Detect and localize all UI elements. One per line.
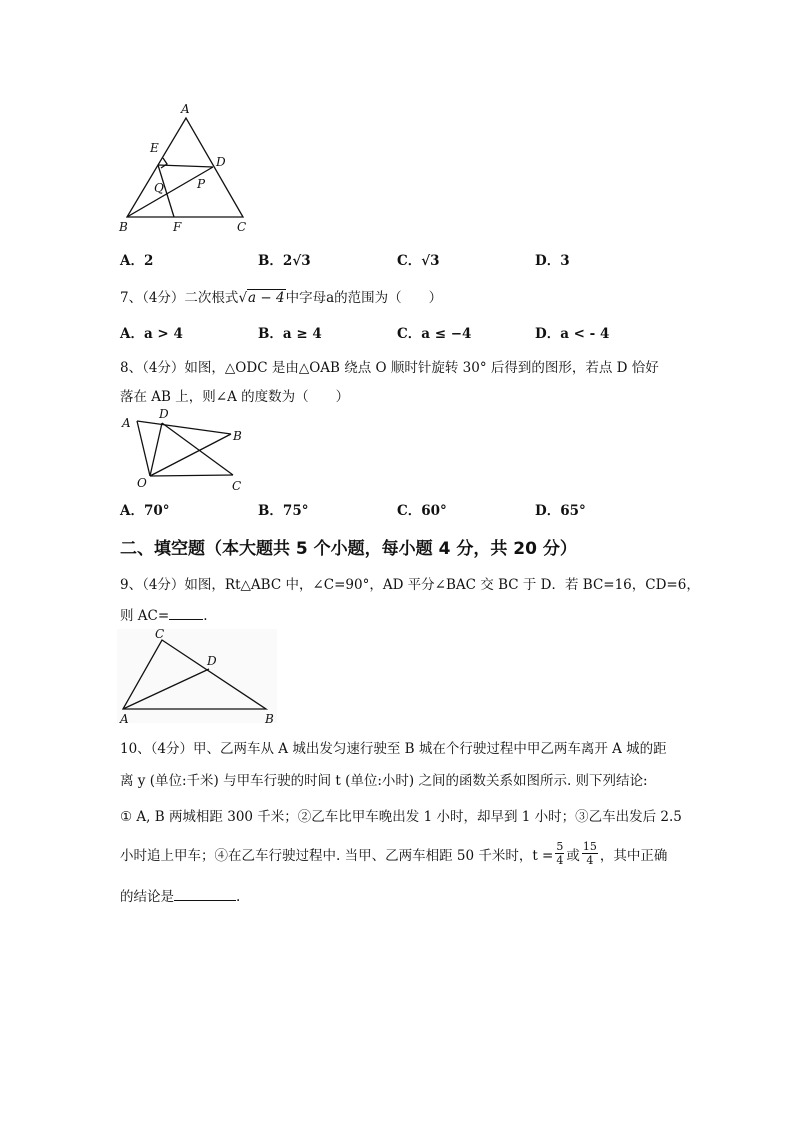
segment-oc xyxy=(150,475,233,476)
q10-stem-line3: ① A, B 两城相距 300 千米；②乙车比甲车晚出发 1 小时，却早到 1 小时；③乙车出发后 2.5 xyxy=(120,809,682,825)
segment-dc xyxy=(162,423,233,475)
q7-option-a: A．a > 4 xyxy=(120,326,183,342)
fraction-5-4: $\frac{5}{4}$ xyxy=(556,840,564,867)
section-2-title: 二、填空题（本大题共 5 个小题，每小题 4 分，共 20 分） xyxy=(120,539,577,559)
q8-stem-line2: 落在 AB 上，则∠A 的度数为（ ） xyxy=(120,389,350,405)
q7-radicand: a − 4 xyxy=(248,290,285,306)
q7-stem: 7、（4分）二次根式√a − 4中字母a的范围为（ ） xyxy=(120,290,443,306)
q8-option-d: D．65° xyxy=(535,503,586,519)
label-b: B xyxy=(265,712,274,726)
q6-option-d: D．3 xyxy=(535,253,570,269)
segment-ab xyxy=(137,421,231,434)
label-a: A xyxy=(181,102,190,116)
label-a: A xyxy=(120,712,129,726)
q7-option-c: C．a ≤ −4 xyxy=(397,326,472,342)
segment-ed xyxy=(158,165,213,167)
label-d: D xyxy=(216,155,226,169)
fraction-15-4: $\frac{15}{4}$ xyxy=(582,840,597,867)
q8-option-b: B．75° xyxy=(258,503,309,519)
label-e: E xyxy=(150,141,159,155)
q6-option-c: C．√3 xyxy=(397,253,440,269)
q8-stem-line1: 8、（4分）如图，△ODC 是由△OAB 绕点 O 顺时针旋转 30° 后得到的图形，若点 D 恰好 xyxy=(120,360,659,376)
q10-stem-line1: 10、（4分）甲、乙两车从 A 城出发匀速行驶至 B 城在个行驶过程中甲乙两车离开 A 城的距 xyxy=(120,741,667,757)
label-c: C xyxy=(232,479,242,493)
q9-stem-line1: 9、（4分）如图，Rt△ABC 中，∠C=90°，AD 平分∠BAC 交 BC 于 D．若 BC=16，CD=6， xyxy=(120,577,700,593)
segment-ob xyxy=(150,434,231,476)
q10-stem-line4: 小时追上甲车；④在乙车行驶过程中. 当甲、乙两车相距 50 千米时，t = $\frac{5}{4}$ 或 $\frac{15}{4}$ ，其中正确 xyxy=(120,840,668,867)
segment-bd xyxy=(127,167,213,217)
label-q: Q xyxy=(154,181,164,195)
q7-option-d: D．a < - 4 xyxy=(535,326,610,342)
q6-triangle-figure xyxy=(110,100,260,235)
q6-option-a: A．2 xyxy=(120,253,154,269)
segment-od xyxy=(150,423,162,476)
label-b: B xyxy=(233,429,242,443)
q8-option-a: A．70° xyxy=(120,503,170,519)
q8-rotation-figure xyxy=(115,405,250,495)
label-c: C xyxy=(237,220,247,234)
q10-answer-blank[interactable] xyxy=(174,899,236,901)
label-b: B xyxy=(119,220,128,234)
q9-right-triangle-figure xyxy=(115,627,280,727)
q9-answer-blank[interactable] xyxy=(169,618,203,620)
q10-stem-line2: 离 y (单位:千米) 与甲车行驶的时间 t (单位:小时) 之间的函数关系如图所示. 则下列结论: xyxy=(120,773,648,789)
q8-option-c: C．60° xyxy=(397,503,447,519)
q9-stem-line2: 则 AC= . xyxy=(120,608,208,624)
q6-option-b: B．2√3 xyxy=(258,253,311,269)
label-c: C xyxy=(155,627,165,641)
label-o: O xyxy=(137,476,147,490)
label-d: D xyxy=(159,407,169,421)
segment-oa xyxy=(137,421,150,476)
label-f: F xyxy=(173,220,182,234)
label-p: P xyxy=(197,177,206,191)
label-a: A xyxy=(122,416,131,430)
q10-stem-line5: 的结论是 . xyxy=(120,889,241,905)
q7-option-b: B．a ≥ 4 xyxy=(258,326,322,342)
label-d: D xyxy=(207,654,217,668)
